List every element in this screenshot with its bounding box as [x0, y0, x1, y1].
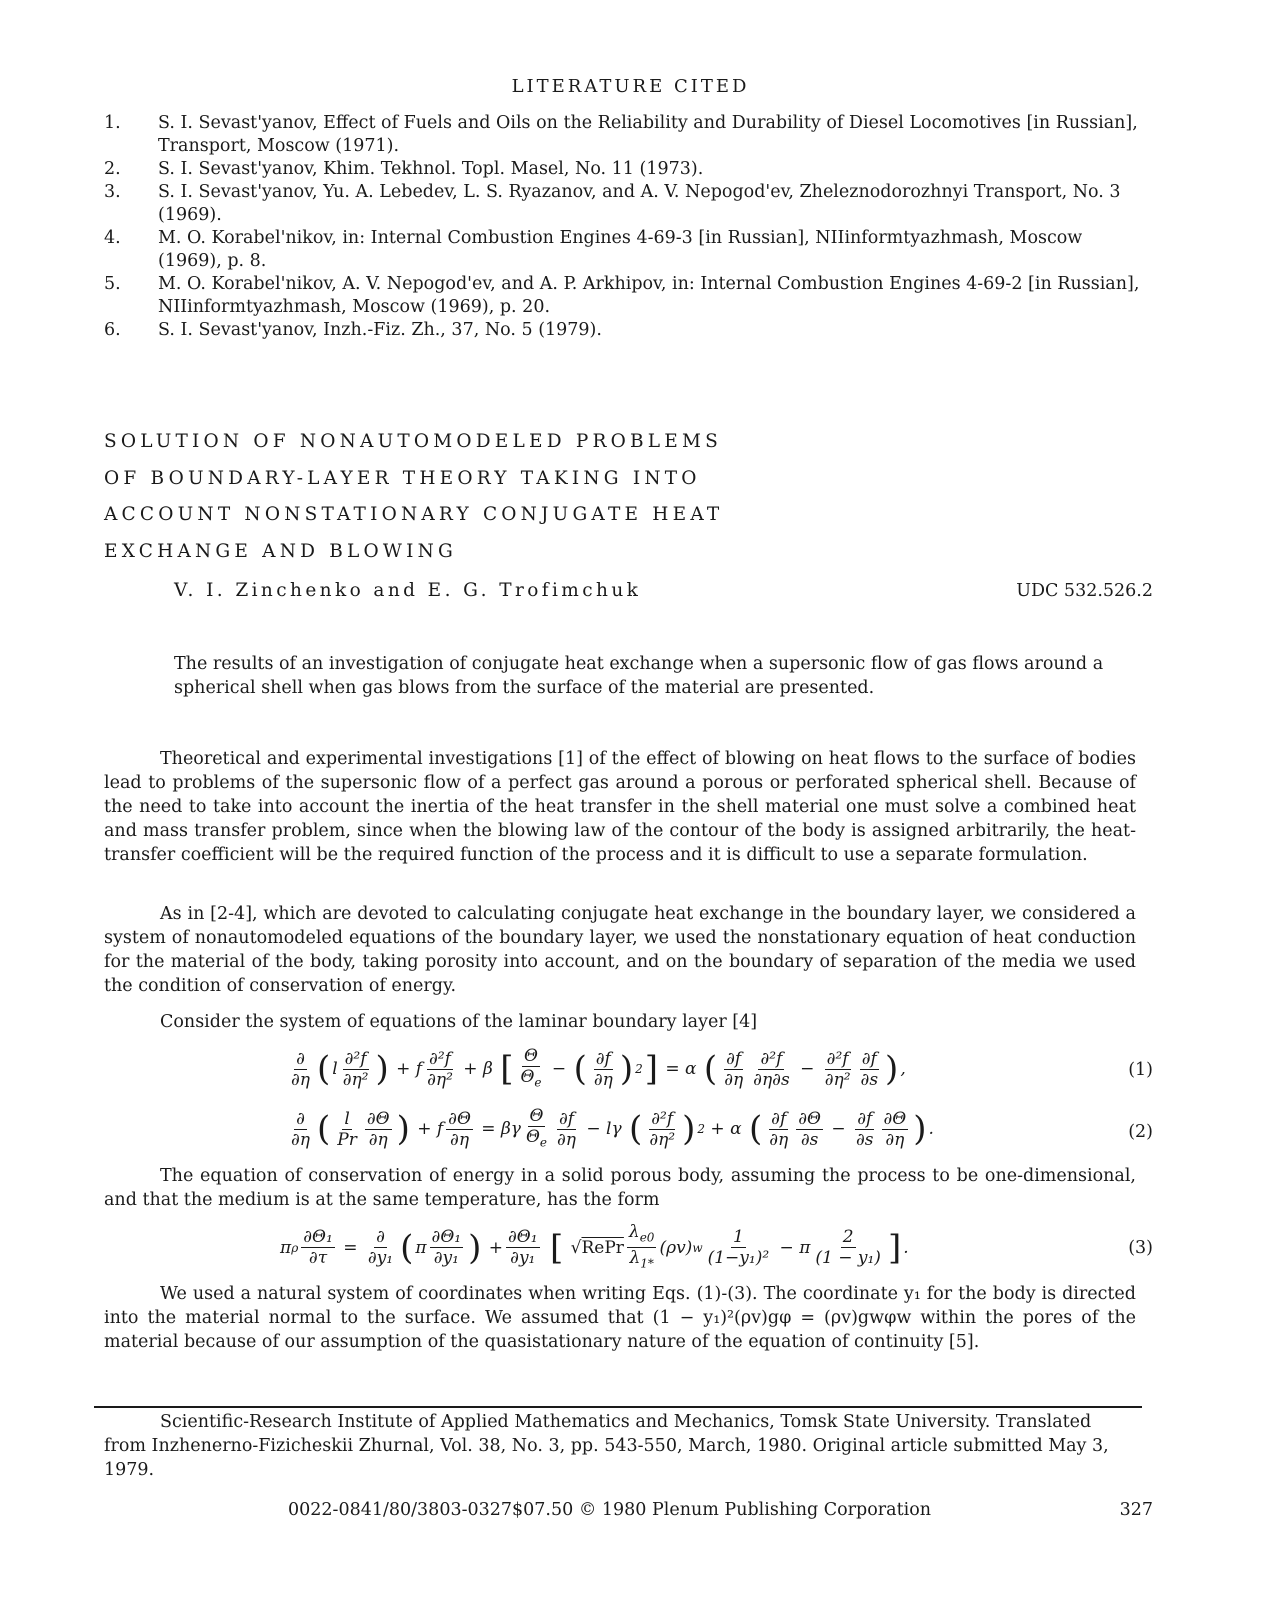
paragraph-energy: The equation of conservation of energy in a solid porous body, assuming the process to be one-dimensional, and that the medium is at the same temperature, has the form [104, 1166, 1136, 1210]
reference-item: 5. M. O. Korabel'nikov, A. V. Nepogod'ev, and A. P. Arkhipov, in: Internal Combustion Engines 4-69-2 [in Russian], NIIinformtyazhmash, Moscow (1969), p. 20. [104, 274, 1140, 317]
abstract: The results of an investigation of conjugate heat exchange when a supersonic flow of gas flows around a spherical shell when gas blows from the surface of the material are presented. [174, 654, 1104, 698]
authors: V. I. Zinchenko and E. G. Trofimchuk [174, 580, 642, 601]
article-title [104, 424, 764, 570]
footnote: Scientific-Research Institute of Applied Mathematics and Mechanics, Tomsk State University. Translated from Inzhenerno-Fizicheskii Zhurnal, Vol. 38, No. 3, pp. 543-550, March, 1980. Original article submitted May 3, 1979. [104, 1412, 1109, 1480]
equation-1: $\frac{\partial}{\partial\eta}$ ( l $\frac{\text{∂²f}}{\text{∂η²}}$ ) + f $\frac{\text{∂²f}}{\text{∂η²}}$ + β [ $\frac{\Theta}{\Theta_e}$ − ( $\frac{\partial f}{\partial\eta}$ ) 2 ] = α ( $\frac{\partial f}{\partial\eta}$ $\frac{\text{∂²f}}{\partial\eta\partial s}$ − $\frac{\text{∂²f}}{\text{∂η²}}$ $\frac{\partial f}{\partial s}$ ) , [291, 1046, 906, 1090]
footnote-divider [94, 1406, 1142, 1408]
equation-3: π ρ $\frac{\text{∂Θ₁}}{\partial\tau}$ = $\frac{\partial}{\text{∂y₁}}$ ( π $\frac{\text{∂Θ₁}}{\text{∂y₁}}$ ) + $\frac{\text{∂Θ₁}}{\text{∂y₁}}$ [ √ RePr $\frac{\lambda_{e0}}{\lambda_{1*}}$ (ρv) w $\frac{1}{\text{(1−y₁)²}}$ − π $\frac{2}{\text{(1 − y₁)}}$ ] . [280, 1222, 909, 1271]
title-line: ACCOUNT NONSTATIONARY CONJUGATE HEAT [104, 504, 724, 525]
title-line: OF BOUNDARY-LAYER THEORY TAKING INTO [104, 467, 701, 489]
udc-code: UDC 532.526.2 [1016, 581, 1153, 601]
page-number: 327 [1119, 1500, 1153, 1520]
reference-item: 1. S. I. Sevast'yanov, Effect of Fuels and Oils on the Reliability and Durability of Diesel Locomotives [in Russian], Transport, Moscow (1971). [104, 113, 1138, 156]
title-line: EXCHANGE AND BLOWING [104, 540, 457, 562]
reference-item: 6. S. I. Sevast'yanov, Inzh.-Fiz. Zh., 37, No. 5 (1979). [104, 320, 602, 340]
equation-number: (1) [1128, 1060, 1153, 1080]
paragraph-coordinates: We used a natural system of coordinates when writing Eqs. (1)-(3). The coordinate y₁ for the body is directed into the material normal to the surface. We assumed that (1 − y₁)²(ρv)gφ = (ρv)gwφw within the pores of the material because of our assumption of the quasistationary nature of the equation of continuity [5]. [104, 1284, 1136, 1352]
equation-number: (3) [1128, 1238, 1153, 1258]
paragraph-consider: Consider the system of equations of the laminar boundary layer [4] [160, 1012, 758, 1032]
literature-heading: LITERATURE CITED [511, 76, 750, 97]
reference-list [104, 112, 1144, 342]
reference-item: 2. S. I. Sevast'yanov, Khim. Tekhnol. Topl. Masel, No. 11 (1973). [104, 159, 704, 179]
copyright-line: 0022-0841/80/3803-0327$07.50 © 1980 Plenum Publishing Corporation [288, 1500, 932, 1520]
title-line: SOLUTION OF NONAUTOMODELED PROBLEMS [104, 431, 722, 452]
reference-item: 3. S. I. Sevast'yanov, Yu. A. Lebedev, L. S. Ryazanov, and A. V. Nepogod'ev, Zheleznodorozhnyi Transport, No. 3 (1969). [104, 182, 1121, 225]
paragraph-intro: Theoretical and experimental investigations [1] of the effect of blowing on heat flows to the surface of bodies lead to problems of the supersonic flow of a perfect gas around a porous or perforated spherical shell. Because of the need to take into account the inertia of the heat transfer in the shell material one must solve a combined heat and mass transfer problem, since when the blowing law of the contour of the body is assigned arbitrarily, the heat-transfer coefficient will be the required function of the process and it is difficult to use a separate formulation. [104, 749, 1136, 865]
equation-number: (2) [1128, 1122, 1153, 1142]
equation-2: $\frac{\partial}{\partial\eta}$ ( $\frac{l}{Pr}$ $\frac{\partial\Theta}{\partial\eta}$ ) + f $\frac{\partial\Theta}{\partial\eta}$ = βγ $\frac{\Theta}{\Theta_e}$ $\frac{\partial f}{\partial\eta}$ − lγ ( $\frac{\text{∂²f}}{\text{∂η²}}$ ) 2 + α ( $\frac{\partial f}{\partial\eta}$ $\frac{\partial\Theta}{\partial s}$ − $\frac{\partial f}{\partial s}$ $\frac{\partial\Theta}{\partial\eta}$ ) . [291, 1106, 934, 1150]
paragraph-method: As in [2-4], which are devoted to calculating conjugate heat exchange in the boundary layer, we considered a system of nonautomodeled equations of the boundary layer, we used the nonstationary equation of heat conduction for the material of the body, taking porosity into account, and on the boundary of separation of the media we used the condition of conservation of energy. [104, 904, 1136, 996]
reference-item: 4. M. O. Korabel'nikov, in: Internal Combustion Engines 4-69-3 [in Russian], NIIinformtyazhmash, Moscow (1969), p. 8. [104, 228, 1083, 271]
